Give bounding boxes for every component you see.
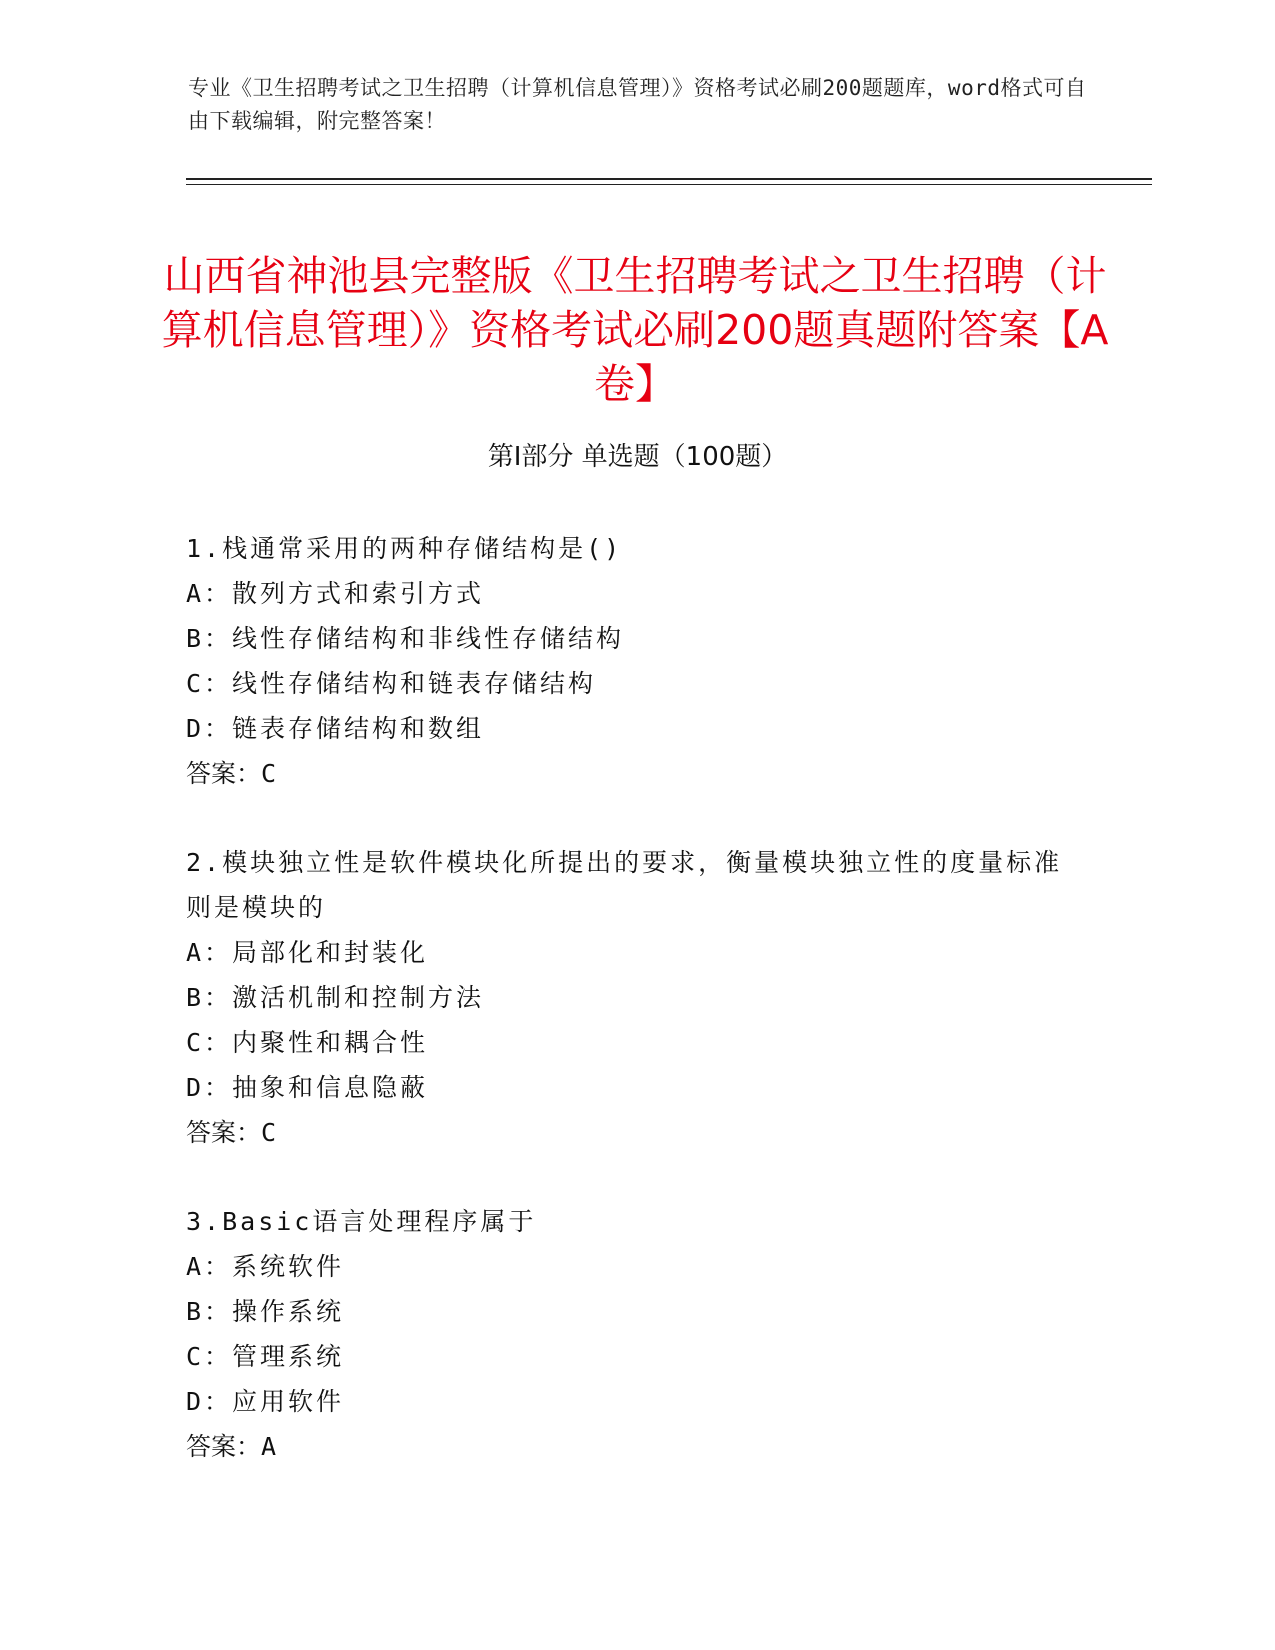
option-a: A：局部化和封装化 (186, 938, 429, 967)
answer-line (186, 751, 1086, 796)
header-divider-thick (186, 178, 1152, 180)
option-b: B：操作系统 (186, 1297, 345, 1326)
section-heading: 第I部分 单选题（100题） (487, 442, 788, 472)
option-a: A：散列方式和索引方式 (186, 579, 485, 608)
document-title: 山西省神池县完整版《卫生招聘考试之卫生招聘（计算机信息管理）》资格考试必刷200题真题附答案【A卷】 (161, 252, 1109, 409)
header-divider-thin (186, 184, 1152, 185)
option-d: D：链表存储结构和数组 (186, 714, 485, 743)
option-c: C：线性存储结构和链表存储结构 (186, 669, 597, 698)
answer-label: 答案： (186, 1432, 262, 1461)
option-b: B：线性存储结构和非线性存储结构 (186, 624, 625, 653)
question-item (186, 840, 1086, 1155)
answer-value: C (261, 759, 277, 788)
answer-line (186, 1424, 1086, 1469)
option-c: C：内聚性和耦合性 (186, 1028, 429, 1057)
question-stem: 1.栈通常采用的两种存储结构是() (186, 534, 623, 563)
question-stem: 2.模块独立性是软件模块化所提出的要求，衡量模块独立性的度量标准则是模块的 (186, 848, 1063, 922)
answer-line (186, 1110, 1086, 1155)
option-b: B：激活机制和控制方法 (186, 983, 485, 1012)
option-d: D：抽象和信息隐蔽 (186, 1073, 429, 1102)
question-stem: 3.Basic语言处理程序属于 (186, 1207, 537, 1236)
option-d: D：应用软件 (186, 1387, 345, 1416)
question-list (186, 526, 1086, 1513)
header-note: 专业《卫生招聘考试之卫生招聘（计算机信息管理）》资格考试必刷200题题库，word格式可自由下载编辑，附完整答案！ (188, 76, 1087, 133)
answer-label: 答案： (186, 1118, 262, 1147)
answer-value: C (261, 1118, 277, 1147)
question-item (186, 526, 1086, 796)
option-a: A：系统软件 (186, 1252, 345, 1281)
answer-label: 答案： (186, 759, 262, 788)
question-item (186, 1199, 1086, 1469)
answer-value: A (261, 1432, 277, 1461)
option-c: C：管理系统 (186, 1342, 345, 1371)
